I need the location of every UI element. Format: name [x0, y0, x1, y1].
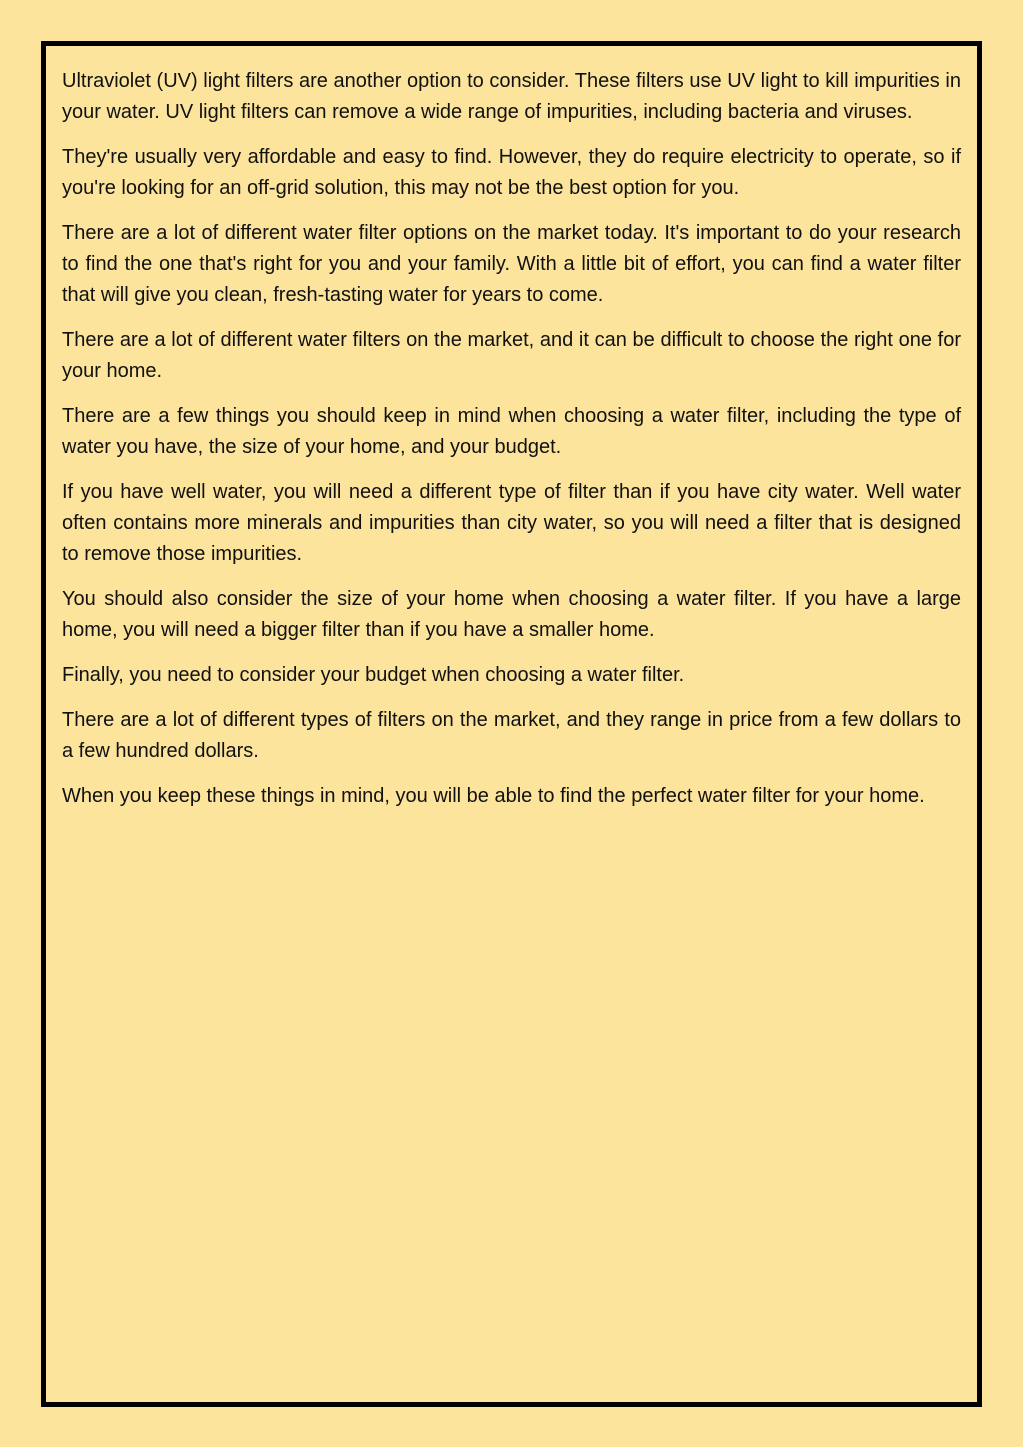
- paragraph-conclusion: When you keep these things in mind, you will be able to find the perfect water filter for your home.: [62, 785, 925, 807]
- page-frame: [41, 41, 982, 1407]
- paragraph-well-water: If you have well water, you will need a different type of filter than if you have city water. Well water often contains more minerals and impurities than city water, so you will need a filter that is designed to remove those impurities.: [62, 481, 961, 565]
- paragraph-choosing-difficulty: There are a lot of different water filters on the market, and it can be difficult to choose the right one for your home.: [62, 329, 961, 382]
- paragraph-market-options: There are a lot of different water filter options on the market today. It's important to do your research to find the one that's right for you and your family. With a little bit of effort, you can find a water filter that will give you clean, fresh-tasting water for years to come.: [62, 222, 961, 306]
- document-body: [46, 46, 977, 812]
- paragraph-affordability: They're usually very affordable and easy to find. However, they do require electricity to operate, so if you're looking for an off-grid solution, this may not be the best option for you.: [62, 146, 961, 199]
- paragraph-home-size: You should also consider the size of your home when choosing a water filter. If you have a large home, you will need a bigger filter than if you have a smaller home.: [62, 588, 961, 641]
- paragraph-price-range: There are a lot of different types of filters on the market, and they range in price from a few dollars to a few hundred dollars.: [62, 709, 961, 762]
- paragraph-uv-filters: Ultraviolet (UV) light filters are another option to consider. These filters use UV light to kill impurities in your water. UV light filters can remove a wide range of impurities, including bacteria and viruses.: [62, 70, 961, 123]
- paragraph-budget: Finally, you need to consider your budget when choosing a water filter.: [62, 664, 685, 686]
- paragraph-things-to-keep-in-mind: There are a few things you should keep in mind when choosing a water filter, including the type of water you have, the size of your home, and your budget.: [62, 405, 961, 458]
